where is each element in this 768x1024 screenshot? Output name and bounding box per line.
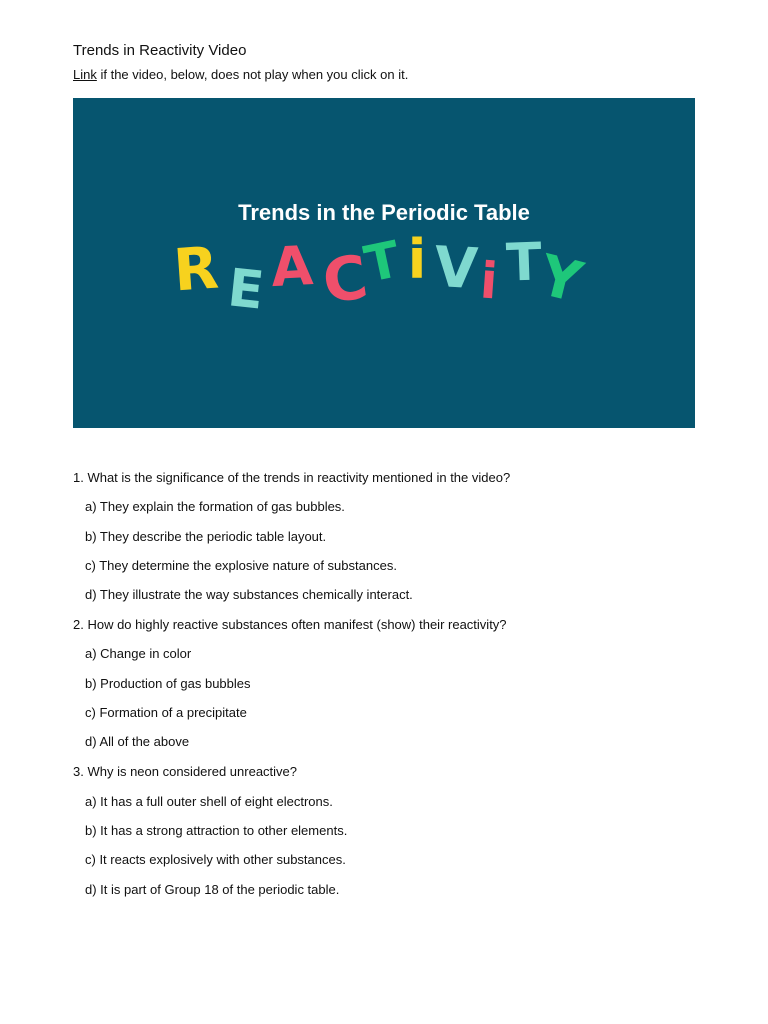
reactivity-letter-t-second: T [505, 232, 543, 294]
question-1-option-d: d) They illustrate the way substances chemically interact. [85, 587, 413, 603]
question-2-option-c: c) Formation of a precipitate [85, 705, 247, 721]
question-2-option-d: d) All of the above [85, 734, 190, 750]
question-1-option-b: b) They describe the periodic table layout. [85, 528, 327, 544]
question-3 [73, 764, 695, 897]
question-1-option-c: c) They determine the explosive nature of substances. [85, 557, 397, 573]
question-text: 1. What is the significance of the trends in reactivity mentioned in the video? [73, 470, 511, 485]
reactivity-letter-t-first: T [359, 230, 406, 294]
question-2-option-b: b) Production of gas bubbles [85, 675, 251, 691]
reactivity-letter-r: R [171, 233, 221, 305]
question-text: 2. How do highly reactive substances often manifest (show) their reactivity? [73, 617, 507, 633]
reactivity-letter-e: E [224, 258, 267, 322]
question-2 [73, 617, 695, 750]
question-text: 3. Why is neon considered unreactive? [73, 764, 298, 780]
question-1 [73, 470, 695, 603]
reactivity-letter-a: A [269, 233, 315, 300]
question-1-option-a: a) They explain the formation of gas bubbles. [85, 499, 345, 515]
document-title: Trends in Reactivity Video [73, 42, 247, 59]
question-list [73, 470, 695, 912]
question-2-option-a: a) Change in color [85, 646, 192, 662]
link-instruction [73, 67, 408, 83]
video-link[interactable]: Link [73, 67, 97, 82]
question-3-option-b: b) It has a strong attraction to other elements. [85, 822, 348, 838]
video-thumbnail [73, 98, 695, 428]
video-player[interactable] [73, 98, 695, 428]
video-subtitle: Trends in the Periodic Table [238, 200, 530, 225]
reactivity-letter-c: C [318, 242, 372, 318]
question-3-option-c: c) It reacts explosively with other substances. [85, 852, 346, 868]
link-instruction-text: if the video, below, does not play when you click on it. [96, 67, 409, 82]
question-3-option-a: a) It has a full outer shell of eight electrons. [85, 793, 333, 809]
question-3-option-d: d) It is part of Group 18 of the periodic table. [85, 881, 340, 897]
reactivity-letter-v: V [432, 234, 480, 303]
reactivity-letter-i-first: i [407, 228, 427, 291]
reactivity-letter-y: Y [533, 243, 589, 316]
reactivity-letter-i-second: i [478, 251, 500, 311]
